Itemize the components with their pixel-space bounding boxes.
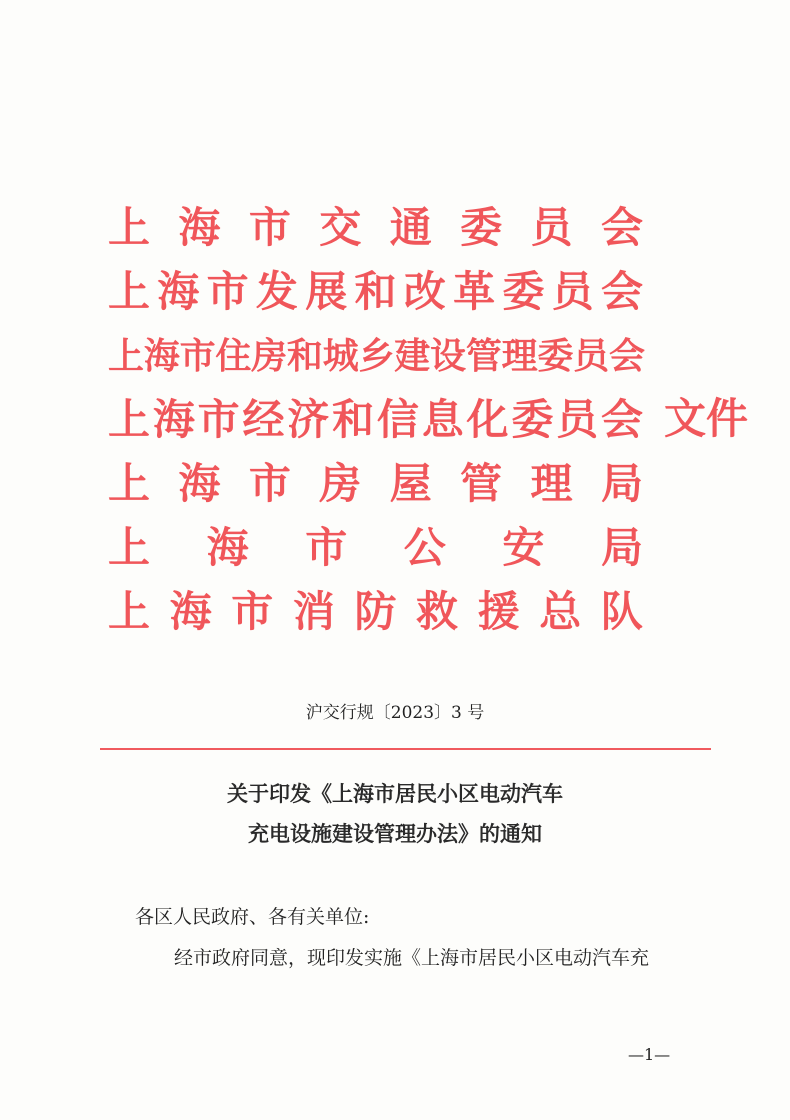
agency-char: 城: [322, 335, 357, 377]
agency-char: 济: [287, 395, 330, 444]
agency-char: 市: [248, 203, 291, 252]
agency-char: 会: [608, 335, 643, 377]
agency-name: [108, 196, 643, 260]
agency-char: 建: [394, 335, 429, 377]
agency-char: 和: [354, 267, 397, 316]
salutation: 各区人民政府、各有关单位:: [135, 906, 370, 928]
agency-name: [108, 580, 643, 644]
agency-name: [108, 260, 643, 324]
agency-char: 上: [108, 335, 143, 377]
agency-char: 救: [416, 587, 459, 636]
agency-char: 市: [231, 587, 274, 636]
agency-char: 局: [600, 523, 643, 572]
agency-char: 和: [286, 335, 321, 377]
agency-char: 展: [305, 267, 348, 316]
agency-char: 交: [319, 203, 362, 252]
agency-char: 上: [108, 587, 151, 636]
agency-char: 上: [108, 459, 151, 508]
agency-char: 海: [152, 395, 195, 444]
agency-char: 员: [551, 267, 594, 316]
agency-char: 和: [332, 395, 375, 444]
agency-name: [108, 516, 643, 580]
agency-char: 管: [465, 335, 500, 377]
agency-char: 通: [389, 203, 432, 252]
agency-char: 乡: [358, 335, 393, 377]
agency-char: 息: [421, 395, 464, 444]
agency-char: 市: [179, 335, 214, 377]
agency-char: 安: [502, 523, 545, 572]
agency-char: 上: [108, 203, 151, 252]
agency-char: 市: [248, 459, 291, 508]
agency-char: 化: [466, 395, 509, 444]
agency-char: 上: [108, 523, 151, 572]
body-paragraph: 经市政府同意，现印发实施《上海市居民小区电动汽车充: [174, 947, 650, 969]
agency-char: 住: [215, 335, 250, 377]
agency-char: 公: [403, 523, 446, 572]
agency-char: 员: [530, 203, 573, 252]
document-suffix: 文件: [664, 394, 749, 443]
agency-char: 管: [460, 459, 503, 508]
agency-char: 市: [197, 395, 240, 444]
agency-char: 委: [511, 395, 554, 444]
agency-char: 房: [251, 335, 286, 377]
agency-char: 房: [319, 459, 362, 508]
page-number: —1—: [628, 1045, 671, 1064]
agency-char: 市: [206, 267, 249, 316]
agency-char: 消: [292, 587, 335, 636]
agency-char: 改: [403, 267, 446, 316]
agency-char: 员: [573, 335, 608, 377]
agency-name: [108, 452, 643, 516]
red-divider-line: [100, 748, 711, 750]
document-title-line-1: 关于印发《上海市居民小区电动汽车: [227, 781, 563, 806]
agency-char: 屋: [389, 459, 432, 508]
agency-char: 援: [477, 587, 520, 636]
agency-char: 队: [600, 587, 643, 636]
agency-char: 会: [600, 395, 643, 444]
agency-char: 会: [600, 267, 643, 316]
document-number: 沪交行规〔2023〕3 号: [305, 703, 485, 723]
agency-char: 设: [430, 335, 465, 377]
agency-char: 委: [537, 335, 572, 377]
agency-char: 理: [530, 459, 573, 508]
agency-char: 委: [460, 203, 503, 252]
agency-char: 发: [255, 267, 298, 316]
agency-char: 市: [305, 523, 348, 572]
agency-char: 经: [242, 395, 285, 444]
agency-char: 革: [453, 267, 496, 316]
document-title-line-2: 充电设施建设管理办法》的通知: [248, 821, 542, 846]
agency-char: 海: [157, 267, 200, 316]
agency-char: 防: [354, 587, 397, 636]
agency-char: 员: [556, 395, 599, 444]
agency-char: 会: [600, 203, 643, 252]
agency-char: 理: [501, 335, 536, 377]
agency-name: [108, 388, 643, 452]
issuing-agencies: [108, 196, 643, 644]
agency-name: [108, 324, 643, 388]
agency-char: 局: [600, 459, 643, 508]
agency-char: 海: [178, 459, 221, 508]
agency-char: 海: [143, 335, 178, 377]
agency-char: 总: [539, 587, 582, 636]
agency-char: 信: [376, 395, 419, 444]
agency-char: 海: [178, 203, 221, 252]
agency-char: 委: [502, 267, 545, 316]
agency-char: 海: [169, 587, 212, 636]
agency-char: 上: [108, 395, 151, 444]
agency-char: 海: [206, 523, 249, 572]
agency-char: 上: [108, 267, 151, 316]
